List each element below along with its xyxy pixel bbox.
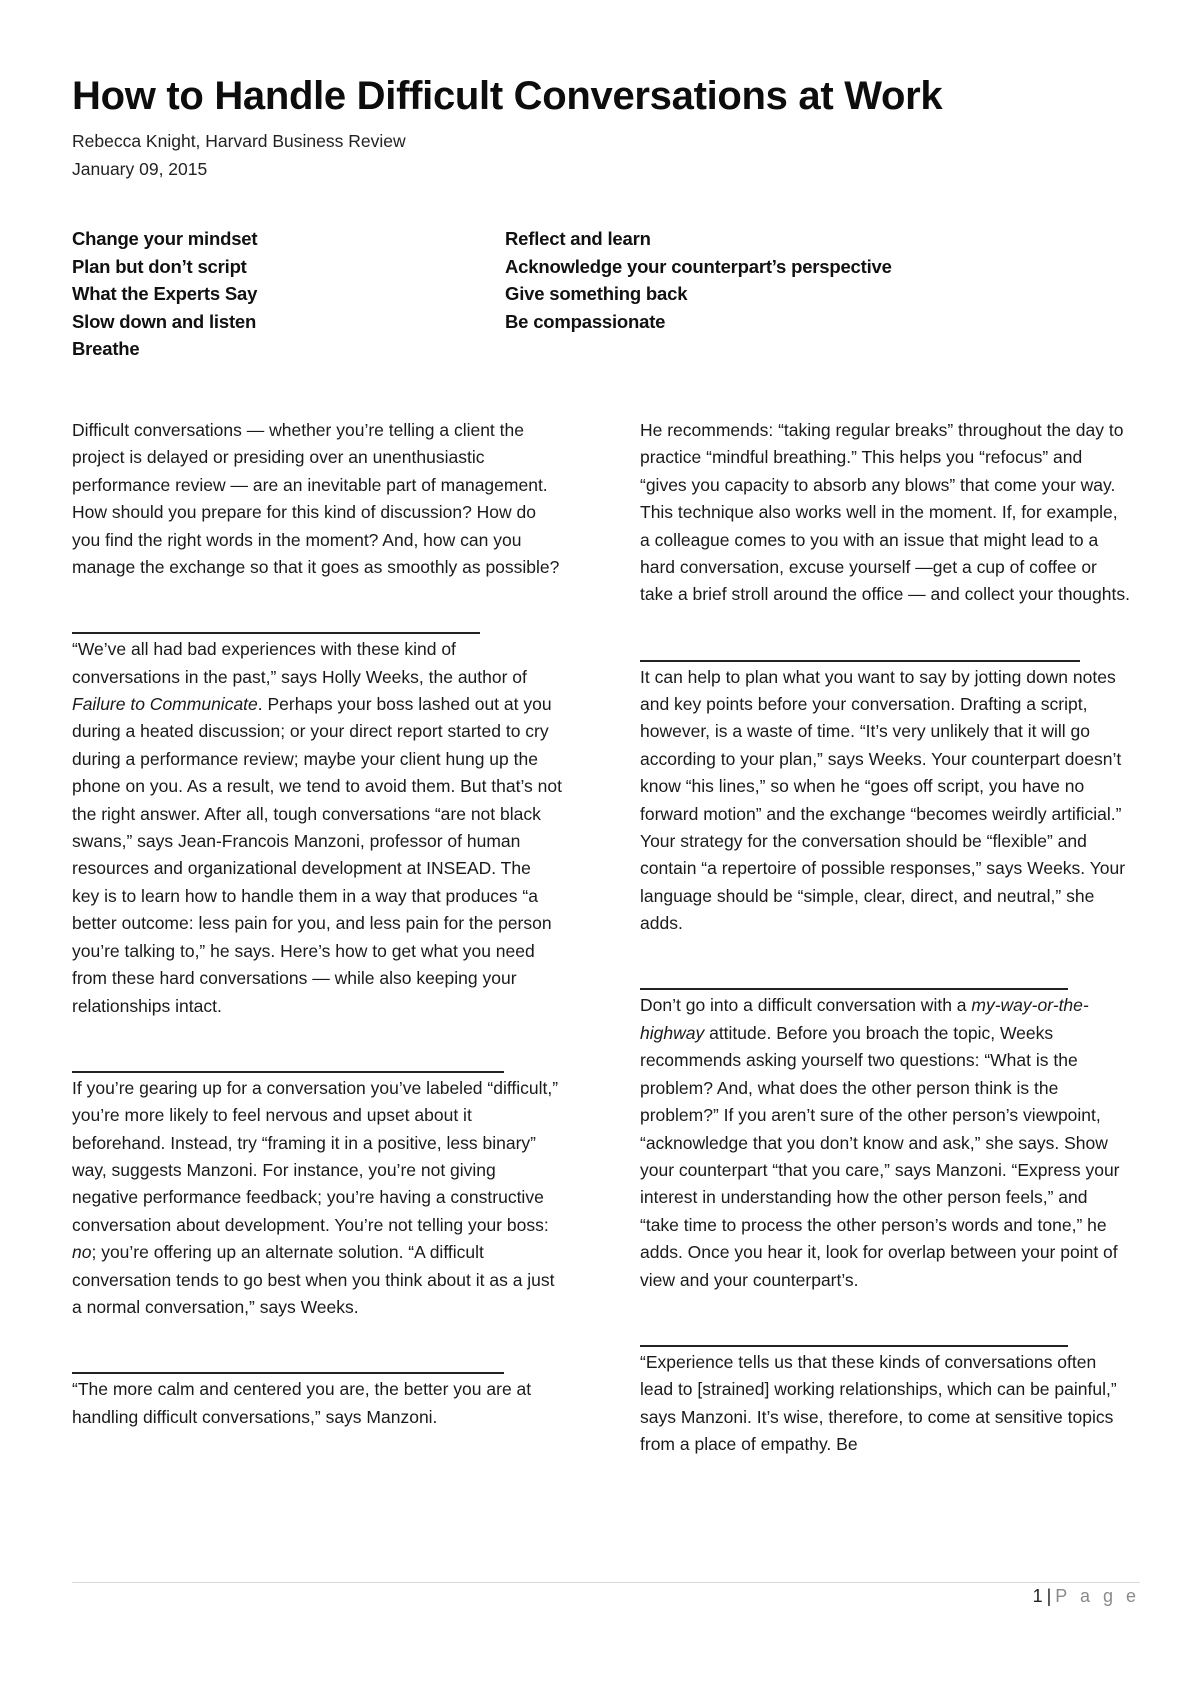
- spacer: [640, 1294, 1130, 1321]
- section-divider: [72, 1047, 562, 1074]
- toc-item[interactable]: Give something back: [505, 283, 688, 304]
- toc-left: [72, 225, 257, 363]
- spacer: [640, 938, 1130, 965]
- section-divider: [72, 1349, 562, 1376]
- book-title: Failure to Communicate: [72, 694, 258, 715]
- article-title: How to Handle Difficult Conversations at Work: [72, 74, 943, 118]
- article-byline: Rebecca Knight, Harvard Business Review: [72, 131, 406, 151]
- left-column: [72, 417, 562, 1431]
- spacer: [72, 1321, 562, 1348]
- compassion-paragraph: “Experience tells us that these kinds of conversations often lead to [strained] working relationships, which can be painful,” says Manzoni. It’s wise, therefore, to come at sensitive topics from a place of empathy. Be: [640, 1351, 1117, 1454]
- page-footer: [1033, 1586, 1140, 1607]
- right-column: [640, 417, 1130, 1458]
- toc-item[interactable]: Breathe: [72, 338, 140, 359]
- plan-paragraph: It can help to plan what you want to say by jotting down notes and key points before your conversation. Drafting a script, however, is a waste of time. “It’s very unlikely that it will go according to your plan,” says Weeks. Your counterpart doesn’t know “his lines,” so when he “goes off script, you have no forward motion” and the exchange “becomes weirdly artificial.” Your strategy for the conversation should be “flexible” and contain “a repertoire of possible responses,” says Weeks. Your language should be “simple, clear, direct, and neutral,” she adds.: [640, 666, 1126, 934]
- intro-paragraph: Difficult conversations — whether you’re telling a client the project is delayed or presiding over an unenthusiastic performance review — are an inevitable part of management. How should you prepare for this kind of discussion? How do you find the right words in the moment? And, how can you manage the exchange so that it goes as smoothly as possible?: [72, 420, 560, 578]
- section-divider: [640, 1321, 1130, 1348]
- footer-separator: |: [1046, 1586, 1052, 1606]
- toc-item[interactable]: Change your mindset: [72, 228, 258, 249]
- toc-item[interactable]: Plan but don’t script: [72, 255, 247, 277]
- toc-item[interactable]: Acknowledge your counterpart’s perspective: [505, 255, 892, 277]
- spacer: [72, 581, 562, 608]
- article-date: January 09, 2015: [72, 159, 208, 179]
- emphasis-text: no: [72, 1242, 92, 1263]
- experts-paragraph: “We’ve all had bad experiences with these kind of conversations in the past,” says Holly Weeks, the author of Failure to Communicate. Perhaps your boss lashed out at you during a heated discussion; or your direct report started to cry during a performance review; maybe your client hung up the phone on you. As a result, we tend to avoid them. But that’s not the right answer. After all, tough conversations “are not black swans,” says Jean-Francois Manzoni, professor of human resources and organizational development at INSEAD. The key is to learn how to handle them in a way that produces “a better outcome: less pain for you, and less pain for the person you’re talking to,” he says. Here’s how to get what you need from these hard conversations — while also keeping your relationships intact.: [72, 639, 562, 1016]
- emphasis-text: my-way-or-the-highway: [640, 995, 1089, 1043]
- breathe-paragraph: “The more calm and centered you are, the better you are at handling difficult conversations,” says Manzoni.: [72, 1379, 532, 1427]
- section-divider: [640, 965, 1130, 992]
- toc-item[interactable]: Reflect and learn: [505, 228, 651, 249]
- toc-item[interactable]: Slow down and listen: [72, 310, 257, 332]
- toc-right: [505, 225, 892, 335]
- page-number: 1: [1032, 1586, 1043, 1606]
- mindset-paragraph: If you’re gearing up for a conversation you’ve labeled “difficult,” you’re more likely to feel nervous and upset about it beforehand. Instead, try “framing it in a positive, less binary” way, suggests Manzoni. For instance, you’re not giving negative performance feedback; you’re having a constructive conversation about development. You’re not telling your boss: no; you’re offering up an alternate solution. “A difficult conversation tends to go best when you think about it as a just a normal conversation,” says Weeks.: [72, 1077, 559, 1317]
- toc-item[interactable]: What the Experts Say: [72, 283, 258, 304]
- spacer: [640, 609, 1130, 636]
- page-label: P a g e: [1055, 1586, 1140, 1606]
- acknowledge-paragraph: Don’t go into a difficult conversation with a my-way-or-the-highway attitude. Before you broach the topic, Weeks recommends asking yourself two questions: “What is the problem? And, what does the other person think is the problem?” If you aren’t sure of the other person’s viewpoint, “acknowledge that you don’t know and ask,” she says. Show your counterpart “that you care,” says Manzoni. “Express your interest in understanding how the other person feels,” and “take time to process the other person’s words and tone,” he adds. Once you hear it, look for overlap between your point of view and your counterpart’s.: [640, 995, 1120, 1290]
- breathe-continued-paragraph: He recommends: “taking regular breaks” throughout the day to practice “mindful breathing.” This helps you “refocus” and “gives you capacity to absorb any blows” that come your way. This technique also works well in the moment. If, for example, a colleague comes to you with an issue that might lead to a hard conversation, excuse yourself —get a cup of coffee or take a brief stroll around the office — and collect your thoughts.: [640, 420, 1130, 605]
- section-divider: [72, 609, 562, 636]
- toc-item[interactable]: Be compassionate: [505, 310, 666, 332]
- footer-divider: [72, 1582, 1140, 1583]
- section-divider: [640, 636, 1130, 663]
- spacer: [72, 1020, 562, 1047]
